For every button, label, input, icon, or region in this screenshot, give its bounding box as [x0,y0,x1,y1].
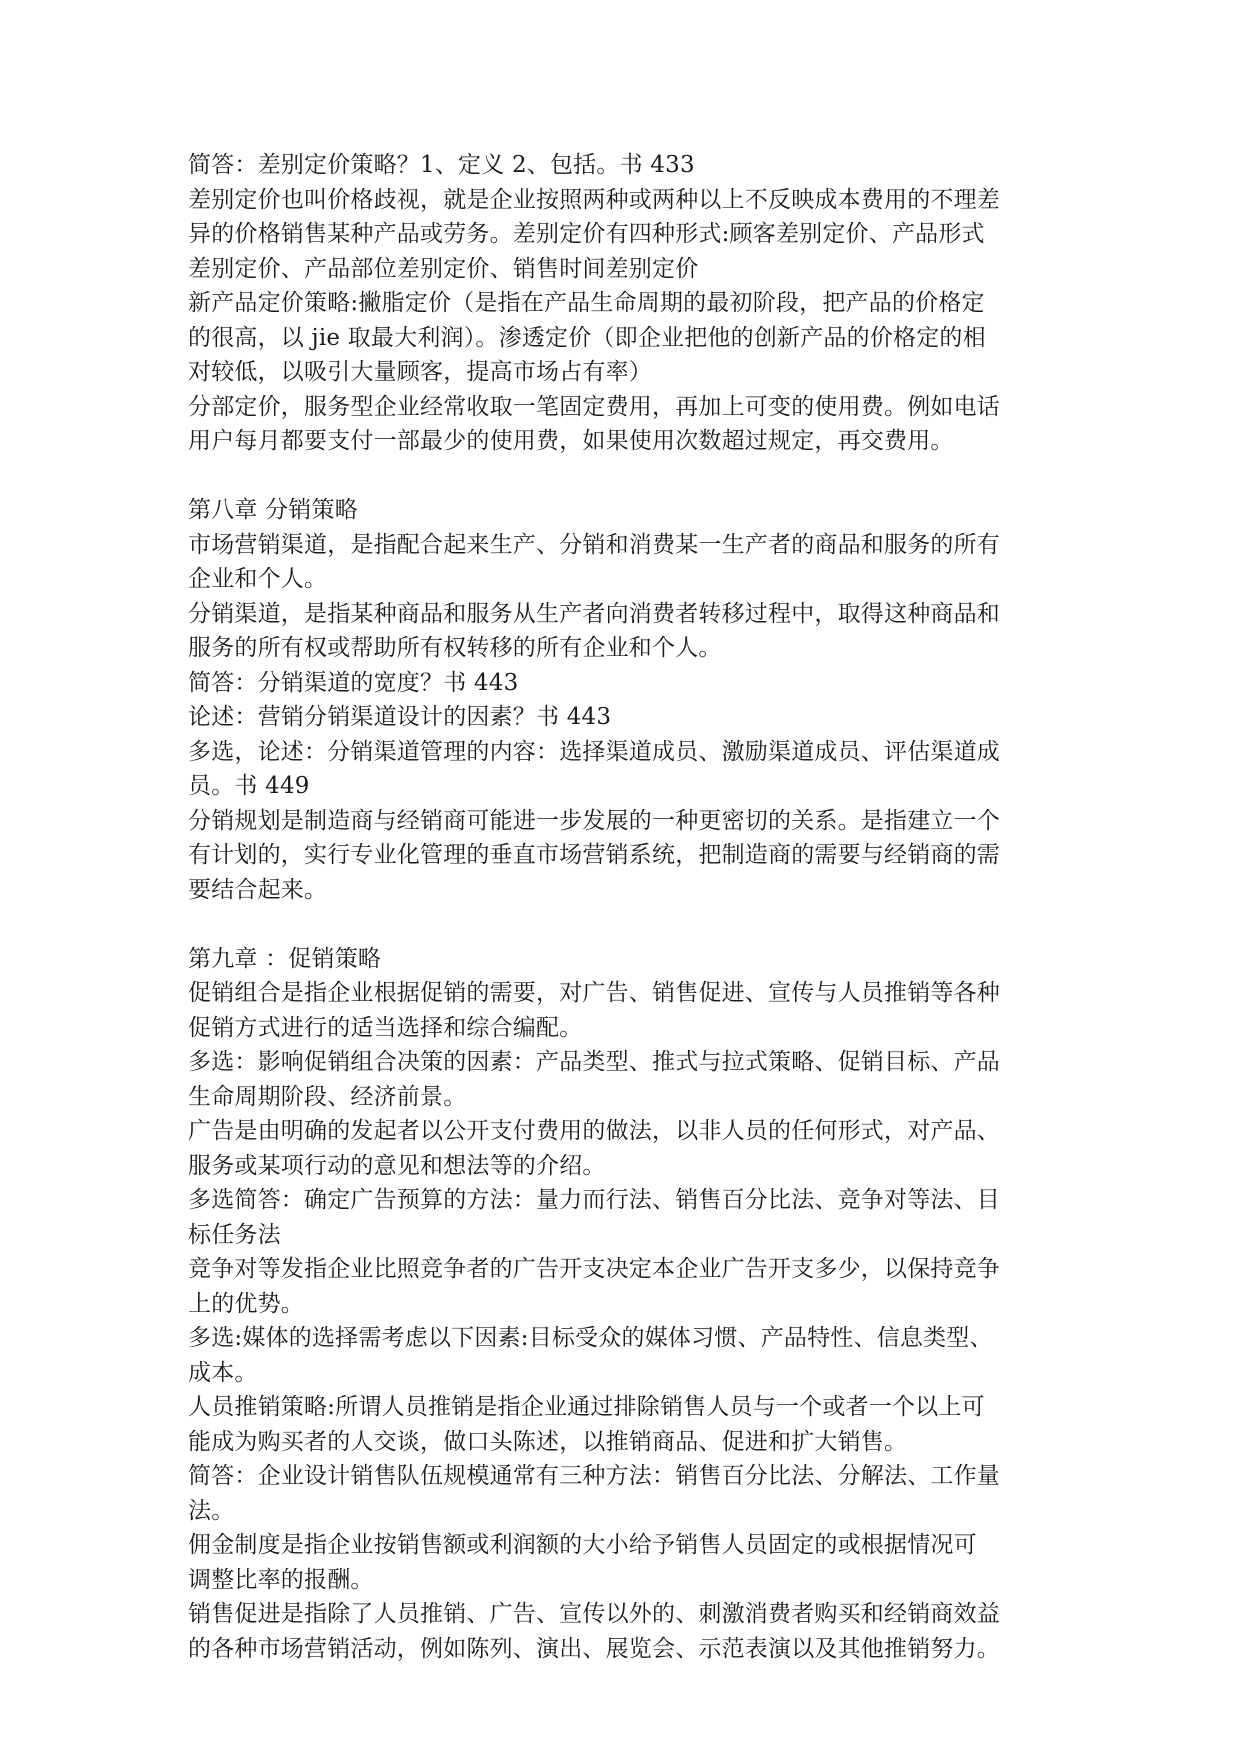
text-line: 销售促进是指除了人员推销、广告、宣传以外的、刺激消费者购买和经销商效益 [188,1601,1000,1627]
text-line: 佣金制度是指企业按销售额或利润额的大小给予销售人员固定的或根据情况可 [188,1532,977,1558]
text-line: 的各种市场营销活动，例如陈列、演出、展览会、示范表演以及其他推销努力。 [188,1635,1000,1662]
text-line: 多选简答：确定广告预算的方法：量力而行法、销售百分比法、竞争对等法、目 [188,1187,1000,1213]
paragraph-gap [188,459,1058,494]
document-page [188,148,1058,1666]
text-line: 分部定价，服务型企业经常收取一笔固定费用，再加上可变的使用费。例如电话 [188,393,1000,420]
text-line: 差别定价也叫价格歧视，就是企业按照两种或两种以上不反映成本费用的不理差 [188,186,1000,213]
text-line: 简答：差别定价策略？1、定义 2、包括。书 433 [188,152,695,178]
text-line: 人员推销策略:所谓人员推销是指企业通过排除销售人员与一个或者一个以上可 [188,1394,985,1420]
text-line: 简答：企业设计销售队伍规模通常有三种方法：销售百分比法、分解法、工作量 [188,1463,1000,1489]
text-line: 法。 [188,1497,235,1524]
text-line: 对较低，以吸引大量顾客，提高市场占有率） [188,359,652,385]
paragraph-gap [188,907,1058,942]
text-line: 多选：影响促销组合决策的因素：产品类型、推式与拉式策略、促销目标、产品 [188,1049,1000,1075]
text-line: 服务或某项行动的意见和想法等的介绍。 [188,1152,606,1179]
text-line: 多选:媒体的选择需考虑以下因素:目标受众的媒体习惯、产品特性、信息类型、 [188,1325,993,1351]
text-line: 竞争对等发指企业比照竞争者的广告开支决定本企业广告开支多少，以保持竞争 [188,1256,1000,1282]
text-line: 上的优势。 [188,1290,304,1317]
text-line: 成本。 [188,1359,258,1386]
text-line: 广告是由明确的发起者以公开支付费用的做法，以非人员的任何形式，对产品、 [188,1118,1000,1144]
text-line: 分销渠道，是指某种商品和服务从生产者向消费者转移过程中，取得这种商品和 [188,600,1000,627]
text-line: 员。书 449 [188,773,310,799]
text-line: 要结合起来。 [188,876,328,903]
text-line: 的很高，以 jie 取最大利润）。渗透定价（即企业把他的创新产品的价格定的相 [188,324,986,351]
text-line: 能成为购买者的人交谈，做口头陈述，以推销商品、促进和扩大销售。 [188,1428,908,1455]
text-line: 生命周期阶段、经济前景。 [188,1083,467,1110]
text-line: 服务的所有权或帮助所有权转移的所有企业和个人。 [188,635,722,661]
text-line: 异的价格销售某种产品或劳务。差别定价有四种形式:顾客差别定价、产品形式 [188,221,985,247]
text-line: 新产品定价策略:撇脂定价（是指在产品生命周期的最初阶段，把产品的价格定 [188,290,985,316]
chapter-heading: 第九章 ：促销策略 [188,945,382,972]
text-line: 多选，论述：分销渠道管理的内容：选择渠道成员、激励渠道成员、评估渠道成 [188,738,1000,765]
text-line: 标任务法 [188,1221,281,1248]
text-line: 市场营销渠道，是指配合起来生产、分销和消费某一生产者的商品和服务的所有 [188,531,1000,558]
text-line: 企业和个人。 [188,566,328,592]
text-line: 差别定价、产品部位差别定价、销售时间差别定价 [188,255,699,282]
text-line: 有计划的，实行专业化管理的垂直市场营销系统，把制造商的需要与经销商的需 [188,842,1000,868]
text-line: 促销方式进行的适当选择和综合编配。 [188,1014,583,1041]
text-line: 分销规划是制造商与经销商可能进一步发展的一种更密切的关系。是指建立一个 [188,807,1000,834]
chapter-heading: 第八章 分销策略 [188,497,358,523]
text-line: 论述：营销分销渠道设计的因素？书 443 [188,704,612,730]
text-line: 简答：分销渠道的宽度？书 443 [188,669,519,696]
text-line: 促销组合是指企业根据促销的需要，对广告、销售促进、宣传与人员推销等各种 [188,980,1000,1006]
text-line: 调整比率的报酬。 [188,1566,374,1593]
text-line: 用户每月都要支付一部最少的使用费，如果使用次数超过规定，再交费用。 [188,428,954,454]
